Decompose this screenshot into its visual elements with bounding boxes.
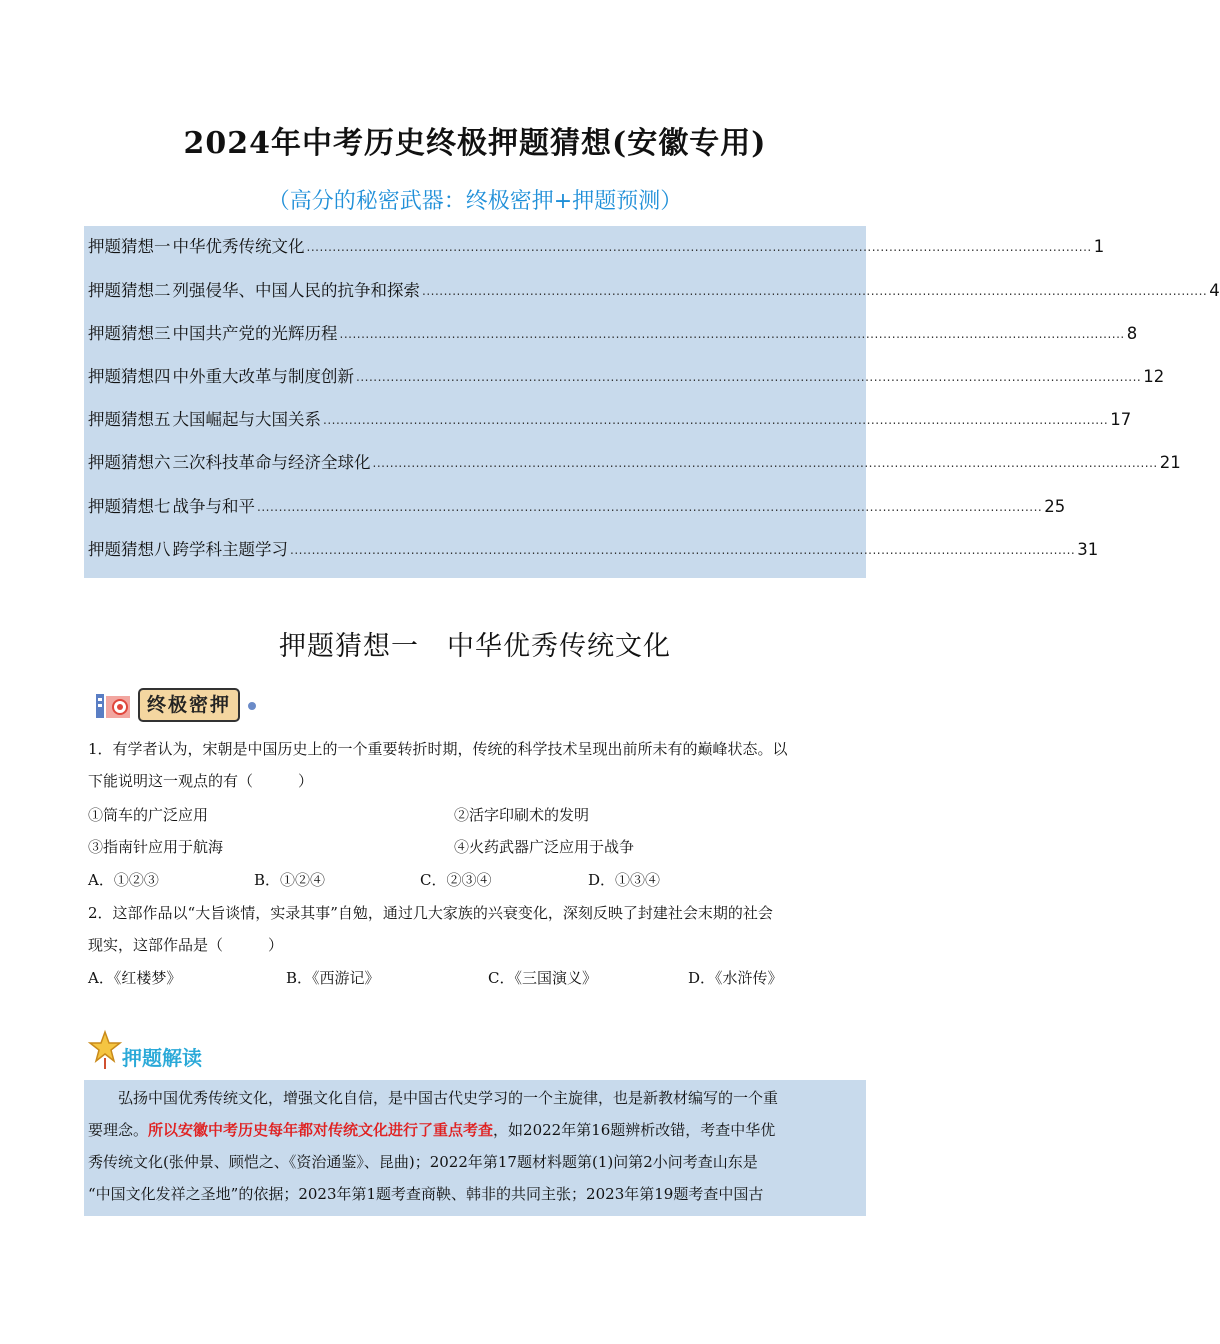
toc-label: 押题猜想一 <box>88 237 171 256</box>
reading-line <box>88 1146 862 1178</box>
toc-title: 三次科技革命与经济全球化 <box>172 453 371 472</box>
question-1-item: ③指南针应用于航海 <box>88 838 224 856</box>
question-2-option-b[interactable]: B．《西游记》 <box>286 969 380 987</box>
toc-row[interactable] <box>84 492 1066 522</box>
toc-leader-dots: ...................................................................................................................................................................................... <box>290 543 1076 557</box>
toc-title: 中外重大改革与制度创新 <box>172 367 354 386</box>
toc-label: 押题猜想八 <box>88 540 171 559</box>
toc-leader-dots: ...................................................................................................................................................................................... <box>372 456 1158 470</box>
question-2-option-c[interactable]: C．《三国演义》 <box>488 969 597 987</box>
toc-row[interactable] <box>84 362 1165 392</box>
toc-label: 押题猜想七 <box>88 497 171 516</box>
toc-leader-dots: ...................................................................................................................................................................................... <box>422 284 1208 298</box>
toc-row[interactable] <box>84 232 1105 262</box>
toc-title: 中华优秀传统文化 <box>172 237 305 256</box>
question-1-stem-cont: 下能说明这一观点的有（ ） <box>88 772 314 790</box>
reading-line <box>88 1114 862 1146</box>
toc-page-number: 17 <box>1110 410 1132 429</box>
question-1-stem: 1．有学者认为，宋朝是中国历史上的一个重要转折时期，传统的科学技术呈现出前所未有的巅峰状态。以 <box>88 740 788 758</box>
table-of-contents <box>84 226 1220 578</box>
toc-label: 押题猜想五 <box>88 410 171 429</box>
page-subtitle: （高分的秘密武器：终极密押+押题预测） <box>267 189 683 214</box>
question-1-option-a[interactable]: A．①②③ <box>88 871 159 889</box>
reading-line <box>88 1082 862 1114</box>
question-2-stem-cont: 现实，这部作品是（ ） <box>88 936 284 954</box>
reading-title: 押题解读 <box>122 1046 202 1070</box>
question-1-item: ②活字印刷术的发明 <box>454 806 590 824</box>
banner-label: 终极密押 <box>138 688 240 722</box>
question-1-item: ④火药武器广泛应用于战争 <box>454 838 635 856</box>
reading-highlight: 所以安徽中考历史每年都对传统文化进行了重点考查 <box>148 1121 494 1139</box>
target-icon <box>94 690 134 722</box>
toc-title: 列强侵华、中国人民的抗争和探索 <box>172 281 420 300</box>
toc-leader-dots: ...................................................................................................................................................................................... <box>323 413 1109 427</box>
reading-line <box>88 1178 862 1210</box>
toc-page-number: 12 <box>1143 367 1165 386</box>
toc-row[interactable] <box>84 448 1181 478</box>
toc-row[interactable] <box>84 276 1220 306</box>
question-1-item: ①筒车的广泛应用 <box>88 806 209 824</box>
toc-row[interactable] <box>84 405 1132 435</box>
reading-heading <box>88 1030 288 1074</box>
reading-text: ，如2022年第16题辨析改错，考查中华优 <box>493 1121 776 1139</box>
question-1-option-c[interactable]: C．②③④ <box>420 871 492 889</box>
toc-page-number: 1 <box>1093 237 1105 256</box>
banner-dot <box>248 702 256 710</box>
toc-page-number: 31 <box>1077 540 1099 559</box>
reading-text: 要理念。 <box>88 1121 149 1139</box>
toc-title: 中国共产党的光辉历程 <box>172 324 338 343</box>
toc-page-number: 21 <box>1159 453 1181 472</box>
toc-label: 押题猜想六 <box>88 453 171 472</box>
question-1-option-b[interactable]: B．①②④ <box>254 871 326 889</box>
reading-text: 弘扬中国优秀传统文化，增强文化自信，是中国古代史学习的一个主旋律，也是新教材编写的一个重 <box>118 1089 779 1107</box>
star-icon <box>88 1030 122 1070</box>
toc-title: 战争与和平 <box>172 497 255 516</box>
question-2-option-a[interactable]: A．《红楼梦》 <box>88 969 182 987</box>
toc-label: 押题猜想二 <box>88 281 171 300</box>
question-2-option-d[interactable]: D．《水浒传》 <box>688 969 783 987</box>
section-banner <box>94 688 264 724</box>
toc-label: 押题猜想三 <box>88 324 171 343</box>
reading-text: “中国文化发祥之圣地”的依据；2023年第1题考查商鞅、韩非的共同主张；2023年第19题考查中国古 <box>88 1185 764 1203</box>
toc-page-number: 25 <box>1044 497 1066 516</box>
toc-title: 大国崛起与大国关系 <box>172 410 321 429</box>
toc-leader-dots: ...................................................................................................................................................................................... <box>356 370 1142 384</box>
reading-paragraph <box>84 1080 866 1216</box>
toc-leader-dots: ...................................................................................................................................................................................... <box>306 240 1092 254</box>
question-1-option-d[interactable]: D．①③④ <box>588 871 661 889</box>
toc-leader-dots: ...................................................................................................................................................................................... <box>339 327 1125 341</box>
toc-row[interactable] <box>84 535 1099 565</box>
section-title: 押题猜想一 中华优秀传统文化 <box>279 631 671 662</box>
question-2-stem: 2．这部作品以“大旨谈情，实录其事”自勉，通过几大家族的兴衰变化，深刻反映了封建社会末期的社会 <box>88 904 773 922</box>
toc-page-number: 4 <box>1209 281 1220 300</box>
toc-page-number: 8 <box>1126 324 1138 343</box>
toc-label: 押题猜想四 <box>88 367 171 386</box>
toc-row[interactable] <box>84 319 1138 349</box>
reading-text: 秀传统文化(张仲景、顾恺之、《资治通鉴》、昆曲)；2022年第17题材料题第(1)问第2小问考查山东是 <box>88 1153 758 1171</box>
page-title: 2024年中考历史终极押题猜想(安徽专用) <box>183 126 767 161</box>
toc-leader-dots: ...................................................................................................................................................................................... <box>257 500 1043 514</box>
toc-title: 跨学科主题学习 <box>172 540 288 559</box>
